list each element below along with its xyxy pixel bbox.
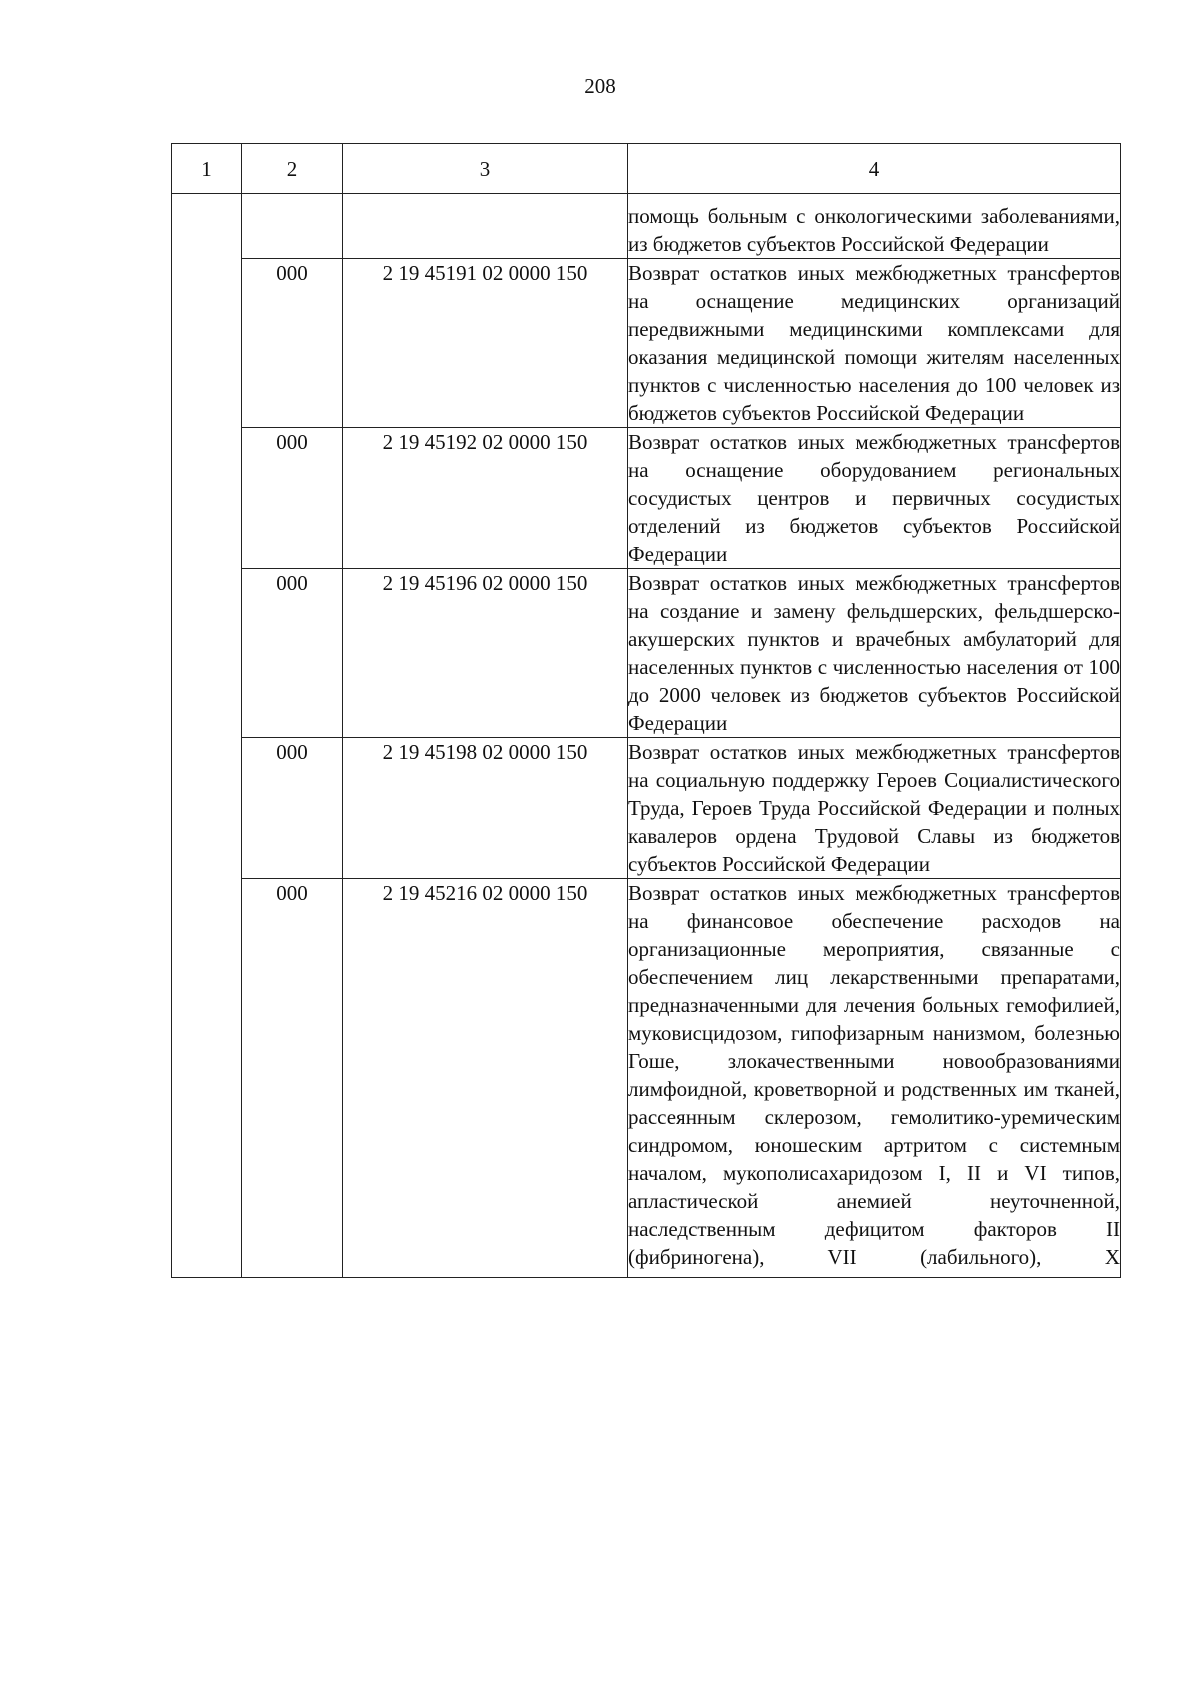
description-cell: Возврат остатков иных межбюджетных трансфертов на финансовое обеспечение расходов на организационные мероприятия, связанные с обеспечением лиц лекарственными препаратами, предназначенными для лечения больных гемофилией, муковисцидозом, гипофизарным нанизмом, болезнью Гоше, злокачественными новообразованиями лимфоидной, кроветворной и родственных им тканей, рассеянным склерозом, гемолитико-уремическим синдромом, юношеским артритом с системным началом, мукополисахаридозом I, II и VI типов, апластической анемией неуточненной, наследственным дефицитом факторов II (фибриногена), VII (лабильного), X [628, 879, 1121, 1278]
description-cell: помощь больным с онкологическими заболеваниями, из бюджетов субъектов Российской Федерации [628, 194, 1121, 259]
column-header-1: 1 [172, 144, 242, 194]
table-row [172, 428, 1121, 569]
budget-code-cell: 2 19 45192 02 0000 150 [343, 428, 628, 569]
table-row [172, 738, 1121, 879]
table-cell-col1 [172, 738, 242, 879]
table-row [172, 879, 1121, 1278]
admin-code-cell: 000 [242, 738, 343, 879]
admin-code-cell: 000 [242, 569, 343, 738]
table-row [172, 569, 1121, 738]
budget-code-cell: 2 19 45191 02 0000 150 [343, 259, 628, 428]
budget-code-cell: 2 19 45198 02 0000 150 [343, 738, 628, 879]
table-header-row [172, 144, 1121, 194]
table-row [172, 259, 1121, 428]
budget-code-cell: 2 19 45196 02 0000 150 [343, 569, 628, 738]
table-cell-col1 [172, 428, 242, 569]
column-header-3: 3 [343, 144, 628, 194]
budget-code-cell: 2 19 45216 02 0000 150 [343, 879, 628, 1278]
table-cell-col1 [172, 879, 242, 1278]
table-cell-col1 [172, 569, 242, 738]
table-cell-col1 [172, 194, 242, 259]
table-cell-col1 [172, 259, 242, 428]
description-cell: Возврат остатков иных межбюджетных трансфертов на социальную поддержку Героев Социалистического Труда, Героев Труда Российской Федерации и полных кавалеров ордена Трудовой Славы из бюджетов субъектов Российской Федерации [628, 738, 1121, 879]
admin-code-cell: 000 [242, 428, 343, 569]
column-header-4: 4 [628, 144, 1121, 194]
description-cell: Возврат остатков иных межбюджетных трансфертов на создание и замену фельдшерских, фельдшерско-акушерских пунктов и врачебных амбулаторий для населенных пунктов с численностью населения от 100 до 2000 человек из бюджетов субъектов Российской Федерации [628, 569, 1121, 738]
column-header-2: 2 [242, 144, 343, 194]
budget-code-table [171, 143, 1121, 1278]
page-number: 208 [584, 74, 616, 98]
admin-code-cell [242, 194, 343, 259]
budget-code-cell [343, 194, 628, 259]
table-row [172, 194, 1121, 259]
description-cell: Возврат остатков иных межбюджетных трансфертов на оснащение оборудованием региональных сосудистых центров и первичных сосудистых отделений из бюджетов субъектов Российской Федерации [628, 428, 1121, 569]
admin-code-cell: 000 [242, 259, 343, 428]
admin-code-cell: 000 [242, 879, 343, 1278]
description-cell: Возврат остатков иных межбюджетных трансфертов на оснащение медицинских организаций передвижными медицинскими комплексами для оказания медицинской помощи жителям населенных пунктов с численностью населения до 100 человек из бюджетов субъектов Российской Федерации [628, 259, 1121, 428]
